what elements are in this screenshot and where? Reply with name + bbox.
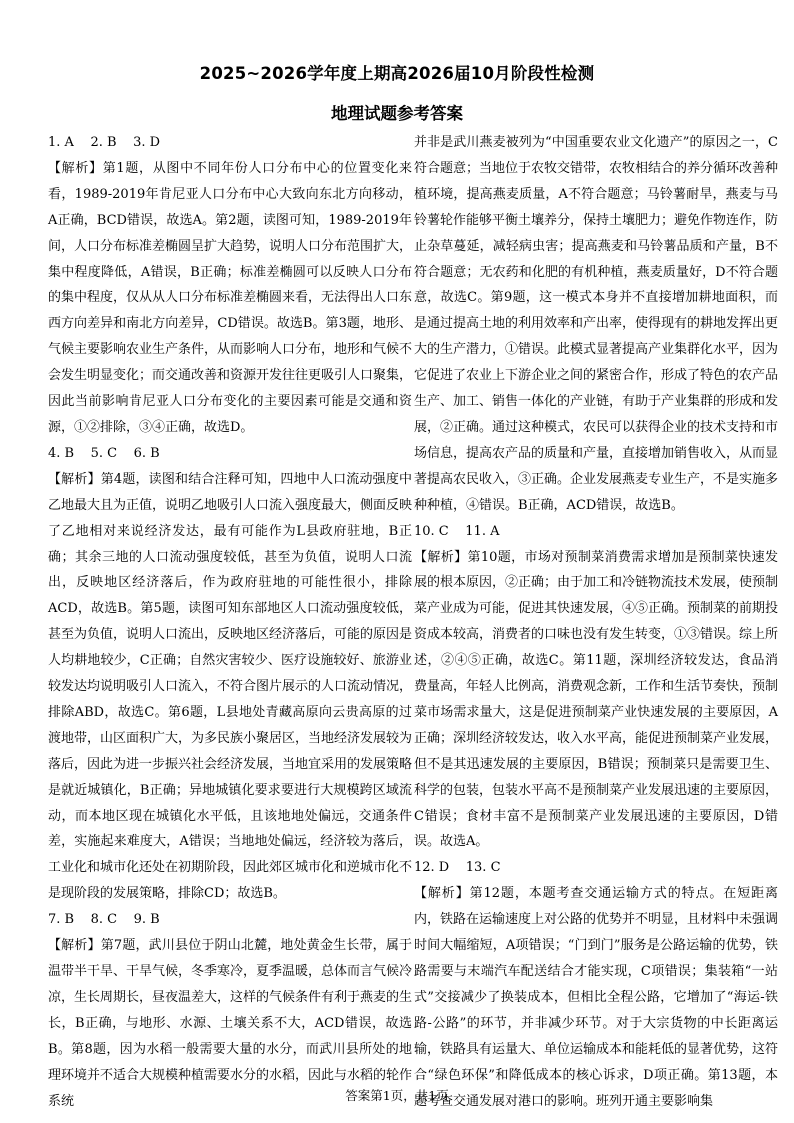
analysis-q4-6: 【解析】第4题，读图和结合注释可知，四地中人口流动强度中乙地最大且为正值，说明乙地吸引人口流入强度最大，侧面反映了乙地相对来说经济发达，最有可能作为L县政府驻地，B正确；其余三地的人口流动强度较低，甚至为负值，说明人口流出，反映地区经济落后，作为政府驻地的可能性很小，排除ACD，故选B。第5题，读图可知东部地区人口流动强度较低，甚至为负值，说明人口流出，反映地区经济落后，可能的原因是人均耕地较少，C正确；自然灾害较少、医疗设施较好、旅游业较发达均说明吸引人口流入，不符合图片展示的人口流动情况，排除ABD，故选C。第6题，L县地处青藏高原向云贵高原的过渡地带，山区面积广大，为多民族小聚居区，当地经济发展较为落后，因此为进一步振兴社会经济发展，当地宜采用的发展策略是就近城镇化，B正确；异地城镇化要求要进行大规模跨区域流动，而本地区现在城镇化水平低，且该地地处偏远，交通条件差，实施起来难度大，A错误；当地地处偏远，经济较为落后，工业化和城市化还处在初期阶段，因此郊区城市化和逆城市化不是现阶段的发展策略，排除CD；故选B。 bbox=[48, 471, 413, 902]
right-column bbox=[414, 130, 778, 1114]
exam-title: 2025~2026学年度上期高2026届10月阶段性检测 bbox=[199, 64, 595, 83]
left-column bbox=[48, 130, 412, 1114]
answer-key-subtitle: 地理试题参考答案 bbox=[331, 104, 463, 123]
analysis-q1-3: 【解析】第1题，从图中不同年份人口分布中心的位置变化来看，1989-2019年肯尼亚人口分布中心大致向东北方向移动，A正确，BCD错误，故选A。第2题，读图可知，1989-2019年间，人口分布标准差椭圆呈扩大趋势，说明人口分布范围扩大，集中程度降低，A错误，B正确；标准差椭圆可以反映人口分布的集中程度，仅从从人口分布标准差椭圆来看，无法得出人口东西方向差异和南北方向差异，CD错误。故选B。第3题，地形、气候主要影响农业生产条件，从而影响人口分布，地形和气候不会发生明显变化；而交通改善和资源开发往往更吸引人口聚集，因此当前影响肯尼亚人口分布变化的主要因素可能是交通和资源，①②排除，③④正确，故选D。 bbox=[48, 160, 413, 435]
answers-q7-9: 7. B 8. C 9. B bbox=[48, 912, 160, 928]
analysis-q7-9-continued: 并非是武川燕麦被列为“中国重要农业文化遗产”的原因之一，C符合题意；当地位于农牧交错带，农牧相结合的养分循环改善种植环境，提高燕麦质量，A不符合题意；马铃薯耐旱，燕麦与马铃薯轮作能够平衡土壤养分，保持土壤肥力；避免作物连作，防止杂草蔓延，减轻病虫害；提高燕麦和马铃薯品质和产量，B不符合题意；无农药和化肥的有机种植，燕麦质量好，D不符合题意，故选C。第9题，这一模式本身并不直接增加耕地面积，而是通过提高土地的利用效率和产出率，使得现有的耕地发挥出更大的生产潜力，①错误。此模式显著提高产业集群化水平，因为它促进了农业上下游企业之间的紧密合作，形成了特色的农产品生产、加工、销售一体化的产业链，有助于产业集群的形成和发展，②正确。通过这种模式，农民可以获得企业的技术支持和市场信息，提高农产品的质量和产量，直接增加销售收入，从而显著提高农民收入，③正确。企业发展燕麦专业生产，不是实施多种种植，④错误。B正确，ACD错误，故选B。 bbox=[414, 135, 779, 513]
analysis-q7-9: 【解析】第7题，武川县位于阴山北麓，地处黄金生长带，属于温带半干旱、干旱气候，冬季寒冷，夏季温暖，总体而言气候冷凉，生长周期长，昼夜温差大，这样的气候条件有利于燕麦的生长，B正确，与地形、水源、土壤关系不大，ACD错误，故选B。第8题，因为水稻一般需要大量的水分，而武川县所处的地理环境并不适合大规模种植需要水分的水稻，因此与水稻的轮作系统 bbox=[48, 938, 413, 1109]
analysis-q12-13: 【解析】第12题，本题考查交通运输方式的特点。在短距离内，铁路在运输速度上对公路的优势并不明显，且材料中未强调时间大幅缩短，A项错误；“门到门”服务是公路运输的优势，铁路需要与末端汽车配送结合才能实现，C项错误；集装箱“一站式”交接减少了换装成本，但相比全程公路，它增加了“海运-铁路-公路”的环节，并非减少环节。对于大宗货物的中长距离运输，铁路具有运量大、单位运输成本和能耗低的显著优势，这符合“绿色环保”和降低成本的核心诉求，D项正确。第13题，本题考查交通发展对港口的影响。班列开通主要影响集 bbox=[414, 886, 779, 1109]
answers-q4-6: 4. B 5. C 6. B bbox=[48, 445, 160, 461]
answers-q10-11: 10. C 11. A bbox=[414, 523, 500, 539]
answers-q12-13: 12. D 13. C bbox=[414, 860, 501, 876]
answers-q1-3: 1. A 2. B 3. D bbox=[48, 135, 161, 150]
page-footer: 答案第1页，共1页 bbox=[345, 1088, 449, 1103]
analysis-q10-11: 【解析】第10题，市场对预制菜消费需求增加是预制菜快速发展的根本原因，②正确；由于加工和冷链物流技术发展，使预制菜产业成为可能，促进其快速发展，④⑤正确。预制菜的前期投资成本较高，消费者的口味也没有发生转变，①③错误。综上所述，②④⑤正确，故选C。第11题，深圳经济较发达，食品消费量高，年轻人比例高，消费观念新，工作和生活节奏快，预制菜市场需求量大，这是促进预制菜产业快速发展的主要原因，A正确；深圳经济较发达，收入水平高，能促进预制菜产业发展，但不是其迅速发展的主要原因，B错误；预制菜只是需要卫生、科学的包装，包装水平高不是预制菜产业发展迅速的主要原因，C错误；食材丰富不是预制菜产业发展迅速的主要原因，D错误。故选A。 bbox=[414, 549, 779, 850]
